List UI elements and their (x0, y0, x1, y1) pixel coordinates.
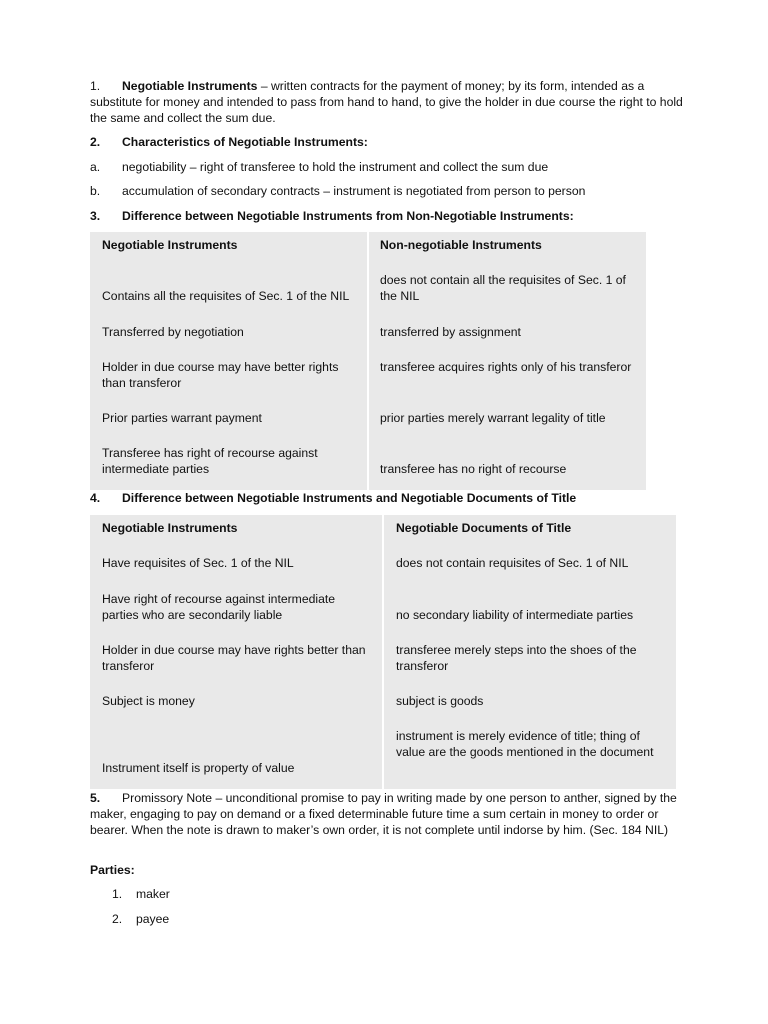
table-1-header-left: Negotiable Instruments (102, 238, 238, 252)
table-1-row-5-left: Transferee has right of recourse against intermediate parties (102, 446, 318, 476)
table-1-row-4-right: prior parties merely warrant legality of title (380, 411, 606, 425)
parties-list-item (112, 886, 170, 902)
table-2-row-5-left: Instrument itself is property of value (102, 761, 295, 775)
parties-item-1-number: 1. (112, 887, 123, 901)
table-1-row-1-right: does not contain all the requisites of Sec. 1 of the NIL (380, 273, 626, 303)
item-a-text: negotiability – right of transferee to hold the instrument and collect the sum due (122, 160, 549, 174)
section-1-number: 1. (90, 79, 101, 93)
table-2-row-1-left: Have requisites of Sec. 1 of the NIL (102, 556, 294, 570)
table-2-row-2-left: Have right of recourse against intermediate parties who are secondarily liable (102, 592, 336, 622)
table-1-row-3-left: Holder in due course may have better rights than transferor (102, 360, 339, 390)
section-1-term: Negotiable Instruments (122, 79, 258, 93)
section-3-heading (90, 208, 690, 224)
parties-item-2-number: 2. (112, 912, 123, 926)
section-1-paragraph (90, 78, 690, 126)
item-b (90, 183, 690, 199)
table-divider (382, 515, 384, 789)
table-2-header-left: Negotiable Instruments (102, 521, 238, 535)
section-5-number: 5. (90, 791, 101, 805)
section-2-heading-text: Characteristics of Negotiable Instruments: (122, 135, 368, 149)
section-3-heading-text: Difference between Negotiable Instruments from Non-Negotiable Instruments: (122, 209, 574, 223)
comparison-table-documents-of-title (90, 515, 676, 789)
parties-list-item (112, 911, 169, 927)
section-4-heading (90, 490, 690, 506)
section-4-number: 4. (90, 491, 101, 505)
section-5-text: Promissory Note – unconditional promise to pay in writing made by one person to anther, signed by the maker, engaging to pay on demand or a fixed determinable future time a sum certain in money to order or bearer. When the note is drawn to maker’s own order, it is not complete until indorse by him. (Sec. 184 NIL) (90, 791, 677, 837)
parties-item-2-text: payee (136, 912, 170, 926)
item-b-text: accumulation of secondary contracts – instrument is negotiated from person to person (122, 184, 586, 198)
table-1-row-2-right: transferred by assignment (380, 325, 521, 339)
table-1-row-3-right: transferee acquires rights only of his transferor (380, 360, 632, 374)
table-2-row-4-right: subject is goods (396, 694, 484, 708)
item-a-letter: a. (90, 160, 101, 174)
table-1-row-4-left: Prior parties warrant payment (102, 411, 262, 425)
section-5-paragraph (90, 790, 690, 838)
table-2-row-4-left: Subject is money (102, 694, 195, 708)
table-1-row-2-left: Transferred by negotiation (102, 325, 244, 339)
table-2-row-2-right: no secondary liability of intermediate parties (396, 608, 634, 622)
item-a (90, 159, 690, 175)
section-1-definition: – written contracts for the payment of money; by its form, intended as a substitute for money and intended to pass from hand to hand, to give the holder in due course the right to hold the same and collect the sum due. (90, 79, 683, 125)
table-divider (367, 232, 369, 490)
table-1-row-1-left: Contains all the requisites of Sec. 1 of the NIL (102, 289, 350, 303)
comparison-table-non-negotiable (90, 232, 646, 490)
table-2-row-5-right: instrument is merely evidence of title; thing of value are the goods mentioned in the document (396, 729, 654, 759)
section-2-number: 2. (90, 135, 101, 149)
section-4-heading-text: Difference between Negotiable Instruments and Negotiable Documents of Title (122, 491, 577, 505)
section-3-number: 3. (90, 209, 101, 223)
table-2-row-1-right: does not contain requisites of Sec. 1 of NIL (396, 556, 629, 570)
table-2-row-3-left: Holder in due course may have rights better than transferor (102, 643, 366, 673)
table-1-row-5-right: transferee has no right of recourse (380, 462, 567, 476)
table-2-row-3-right: transferee merely steps into the shoes of the transferor (396, 643, 637, 673)
item-b-letter: b. (90, 184, 101, 198)
section-2-heading (90, 134, 690, 150)
parties-item-1-text: maker (136, 887, 170, 901)
table-2-header-right: Negotiable Documents of Title (396, 521, 572, 535)
table-1-header-right: Non-negotiable Instruments (380, 238, 542, 252)
parties-label: Parties: (90, 863, 135, 877)
